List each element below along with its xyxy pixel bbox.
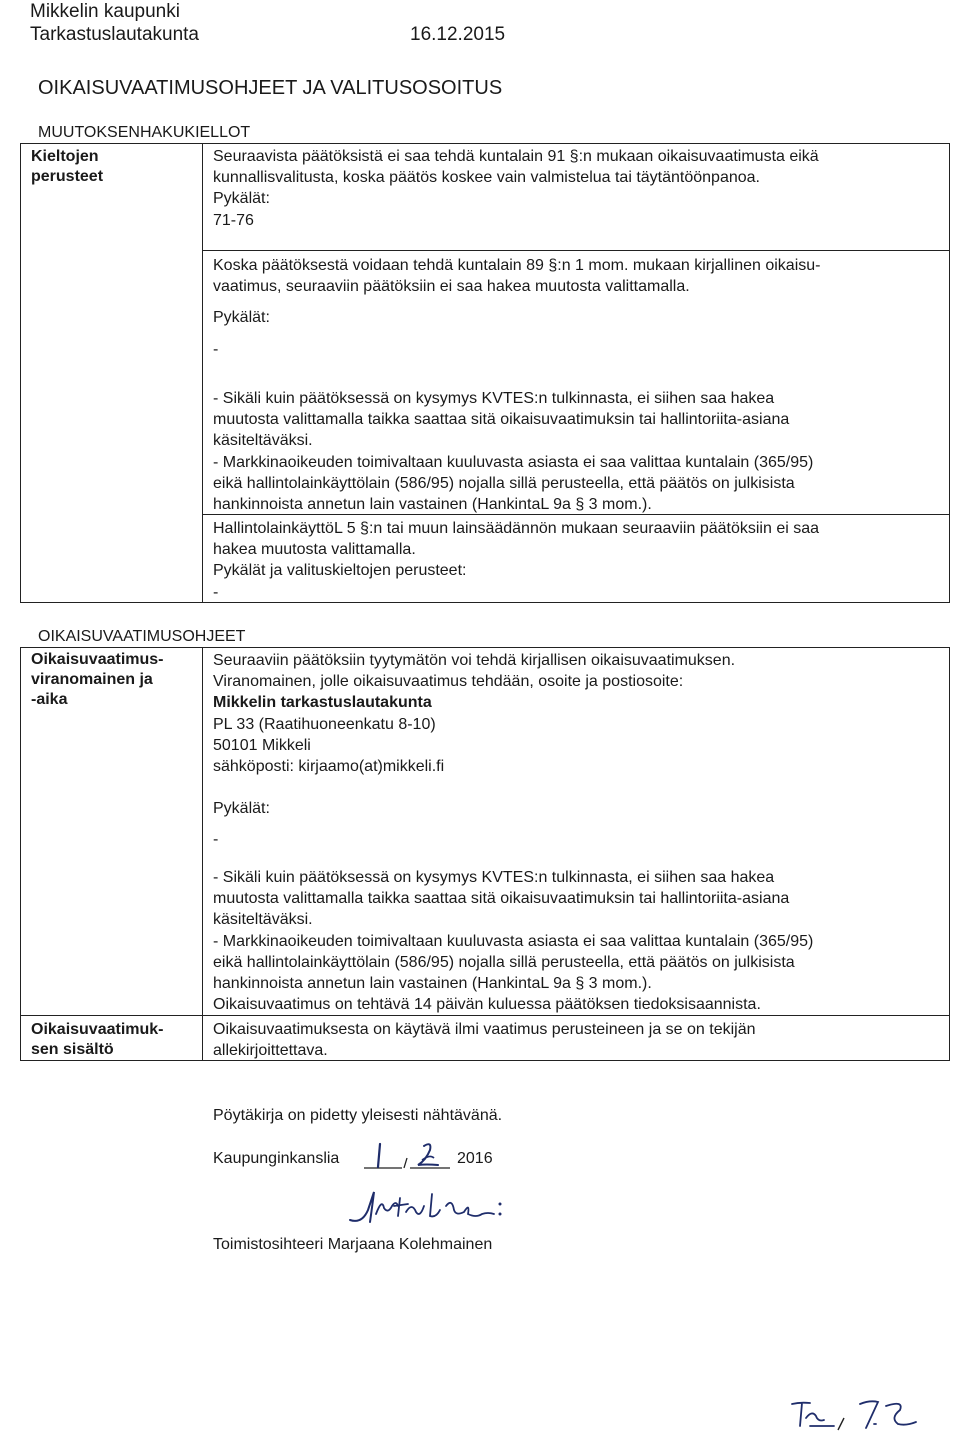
table-divider — [202, 250, 950, 251]
label-oikaisuvaatimusviranomainen: Oikaisuvaatimus- viranomainen ja -aika — [31, 651, 164, 708]
claim-authority-block: Seuraaviin päätöksiin tyytymätön voi tehdä kirjallisen oikaisuvaatimuksen. Viranomainen, jolle oikaisuvaatimus tehdään, osoite ja postiosoite: Mikkelin tarkastuslautakunta PL 33 (Raatihuoneenkatu 8-10) 50101 Mikkeli sähköposti: kirjaamo(at)mikkeli.fi Pykälät: - — [213, 650, 735, 851]
pykalat-value: - — [213, 831, 219, 849]
restriction-hallintolainkaytto-block: HallintolainkäyttöL 5 §:n tai muun lainsäädännön mukaan seuraaviin päätöksiin ei saa hakea muutosta valittamalla. Pykälät ja valituskieltojen perusteet: - — [213, 518, 819, 603]
office-date-line — [213, 1149, 339, 1169]
office-label: Kaupunginkanslia — [213, 1150, 340, 1167]
handwritten-date — [360, 1138, 460, 1174]
pykalat-label: Pykälät: — [213, 309, 270, 327]
pykalat-value: 71-76 — [213, 211, 254, 229]
public-notice: Pöytäkirja on pidetty yleisesti nähtävänä. — [213, 1107, 503, 1124]
section-heading-oikaisuvaatimusohjeet: OIKAISUVAATIMUSOHJEET — [38, 628, 246, 645]
label-oikaisuvaatimuksen-sisalto: Oikaisuvaatimuk- sen sisältö — [31, 1021, 164, 1058]
label-kieltojen-perusteet: Kieltojen perusteet — [31, 148, 104, 185]
pykalat-value: - — [213, 583, 219, 601]
pykalat-label: Pykälät: — [213, 800, 270, 818]
pykalat-value: - — [213, 340, 219, 358]
authority-postcode: 50101 Mikkeli — [213, 736, 311, 754]
board-name: Tarkastuslautakunta — [30, 24, 199, 45]
city-name: Mikkelin kaupunki — [30, 1, 180, 22]
year: 2016 — [457, 1150, 493, 1167]
restriction-kvtes-block: - Sikäli kuin päätöksessä on kysymys KVTES:n tulkinnasta, ei siihen saa hakea muutosta valittamalla taikka saattaa sitä oikaisuvaatimuksin tai hallintoriita-asiana käsiteltäväksi. - Markkinaoikeuden toimivaltaan kuuluvasta asiasta ei saa valittaa kuntalain (365/95) eikä hallintolainkäyttölain (586/95) nojalla sillä perusteella, että päätös on julkisista hankinnoista annetun lain vastainen (HankintaL 9a § 3 mom.). — [213, 390, 814, 514]
pykalat-label: Pykälät: — [213, 190, 270, 208]
section-heading-muutoksenhakukiellot: MUUTOKSENHAKUKIELLOT — [38, 124, 251, 141]
signature — [336, 1184, 516, 1236]
authority-email: sähköposti: kirjaamo(at)mikkeli.fi — [213, 758, 445, 776]
claim-deadline: Oikaisuvaatimus on tehtävä 14 päivän kuluessa päätöksen tiedoksisaannista. — [213, 996, 761, 1014]
signer-name: Toimistosihteeri Marjaana Kolehmainen — [213, 1236, 493, 1253]
table-divider — [202, 143, 203, 603]
restriction-preparation-block: Seuraavista päätöksistä ei saa tehdä kuntalain 91 §:n mukaan oikaisuvaatimusta eikä kunnallisvalitusta, koska päätös koskee vain valmistelua tai täytäntöönpanoa. Pykälät: 71-76 — [213, 146, 819, 231]
authority-address: PL 33 (Raatihuoneenkatu 8-10) — [213, 715, 436, 733]
claim-content-block: Oikaisuvaatimuksesta on käytävä ilmi vaatimus perusteineen ja se on tekijän allekirjoittettava. — [213, 1021, 756, 1060]
authority-name: Mikkelin tarkastuslautakunta — [213, 694, 432, 712]
handwritten-initials — [790, 1392, 930, 1434]
claim-kvtes-block: - Sikäli kuin päätöksessä on kysymys KVTES:n tulkinnasta, ei siihen saa hakea muutosta valittamalla taikka saattaa sitä oikaisuvaatimuksin tai hallintoriita-asiana käsiteltäväksi. - Markkinaoikeuden toimivaltaan kuuluvasta asiasta ei saa valittaa kuntalain (365/95) eikä hallintolainkäyttölain (586/95) nojalla sillä perusteella, että päätös on julkisista hankinnoista annetun lain vastainen (HankintaL 9a § 3 mom.). Oikaisuvaatimus on tehtävä 14 päivän kuluessa päätöksen tiedoksisaannista. — [213, 867, 813, 1015]
restriction-claim-block: Koska päätöksestä voidaan tehdä kuntalain 89 §:n 1 mom. mukaan kirjallinen oikaisu- vaatimus, seuraaviin päätöksiin ei saa hakea muutosta valittamalla. Pykälät: - — [213, 255, 820, 360]
pykalat-label: Pykälät ja valituskieltojen perusteet: — [213, 562, 467, 580]
meeting-date: 16.12.2015 — [410, 24, 506, 45]
table-divider — [202, 647, 203, 1061]
page-title: OIKAISUVAATIMUSOHJEET JA VALITUSOSOITUS — [38, 77, 503, 99]
